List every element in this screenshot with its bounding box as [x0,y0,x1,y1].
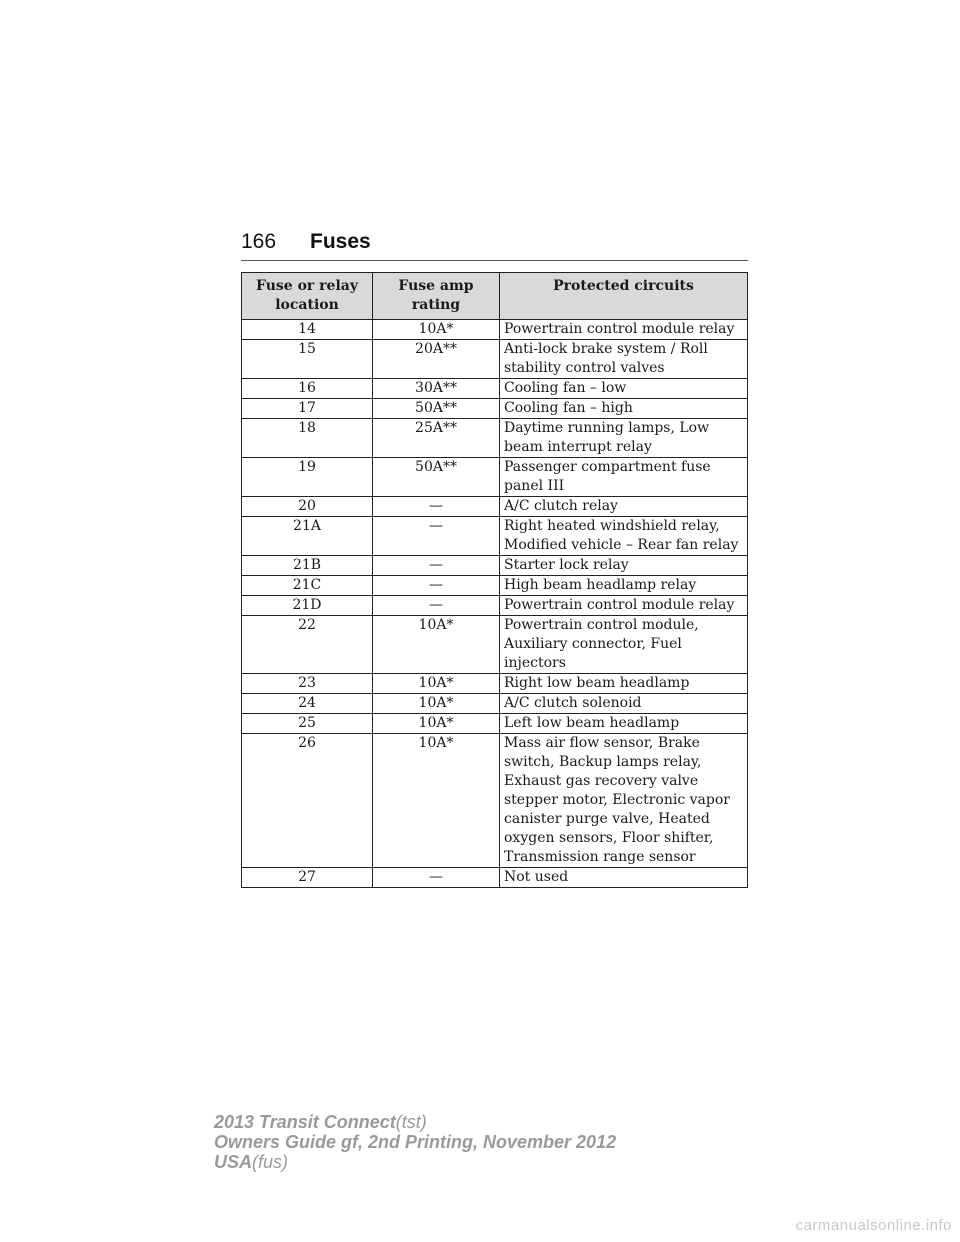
cell-rating: 10A* [373,694,500,714]
table-row [242,694,748,714]
fuse-table [241,272,748,888]
page-number: 166 [241,230,277,253]
table-row [242,734,748,868]
cell-rating: — [373,556,500,576]
cell-circuits: Powertrain control module relay [500,320,748,340]
cell-rating: 30A** [373,379,500,399]
cell-location: 26 [242,734,373,868]
cell-location: 17 [242,399,373,419]
cell-location: 24 [242,694,373,714]
cell-circuits: Left low beam headlamp [500,714,748,734]
cell-location: 14 [242,320,373,340]
table-header-row [242,273,748,320]
cell-rating: 50A** [373,458,500,497]
cell-circuits: Mass air flow sensor, Brake switch, Backup lamps relay, Exhaust gas recovery valve stepper motor, Electronic vapor canister purge valve, Heated oxygen sensors, Floor shifter, Transmission range sensor [500,734,748,868]
cell-circuits: Daytime running lamps, Low beam interrupt relay [500,419,748,458]
cell-circuits: A/C clutch solenoid [500,694,748,714]
cell-circuits: Right low beam headlamp [500,674,748,694]
cell-rating: 25A** [373,419,500,458]
cell-circuits: Not used [500,868,748,888]
footer-region: USA [214,1152,253,1172]
footer-line-region [214,1152,616,1172]
cell-rating: 10A* [373,320,500,340]
table-row [242,517,748,556]
footer-model-code: (tst) [395,1112,427,1132]
section-title: Fuses [310,230,371,253]
table-row [242,596,748,616]
table-row [242,674,748,694]
cell-rating: — [373,596,500,616]
cell-location: 25 [242,714,373,734]
cell-location: 21B [242,556,373,576]
cell-location: 23 [242,674,373,694]
cell-circuits: Passenger compartment fuse panel III [500,458,748,497]
cell-rating: 10A* [373,714,500,734]
footer-line-model [214,1112,616,1132]
cell-location: 20 [242,497,373,517]
page-header [241,230,748,261]
cell-location: 21D [242,596,373,616]
column-header-circuits: Protected circuits [500,273,748,320]
cell-circuits: Right heated windshield relay, Modified vehicle – Rear fan relay [500,517,748,556]
cell-circuits: Cooling fan – high [500,399,748,419]
cell-location: 16 [242,379,373,399]
cell-rating: — [373,868,500,888]
cell-rating: — [373,576,500,596]
cell-circuits: Cooling fan – low [500,379,748,399]
table-row [242,458,748,497]
cell-circuits: Starter lock relay [500,556,748,576]
column-header-rating: Fuse amp rating [373,273,500,320]
cell-location: 21A [242,517,373,556]
footer-printing-info: Owners Guide gf, 2nd Printing, November 2012 [214,1132,617,1152]
table-row [242,714,748,734]
cell-rating: 50A** [373,399,500,419]
cell-location: 22 [242,616,373,674]
table-row [242,616,748,674]
cell-circuits: High beam headlamp relay [500,576,748,596]
table-row [242,419,748,458]
table-row [242,868,748,888]
cell-rating: 10A* [373,674,500,694]
cell-rating: 10A* [373,734,500,868]
document-footer [214,1112,616,1172]
table-row [242,379,748,399]
table-body [242,320,748,888]
footer-region-code: (fus) [252,1152,289,1172]
table-row [242,320,748,340]
cell-location: 15 [242,340,373,379]
cell-rating: 20A** [373,340,500,379]
cell-location: 19 [242,458,373,497]
footer-model-name: 2013 Transit Connect [214,1112,396,1132]
cell-location: 27 [242,868,373,888]
table-row [242,556,748,576]
footer-line-printing [214,1132,616,1152]
cell-rating: 10A* [373,616,500,674]
table-row [242,576,748,596]
cell-circuits: Powertrain control module, Auxiliary connector, Fuel injectors [500,616,748,674]
cell-rating: — [373,497,500,517]
cell-location: 18 [242,419,373,458]
table-row [242,497,748,517]
site-watermark: carmanualsonline.info [795,1217,952,1234]
column-header-location: Fuse or relay location [242,273,373,320]
table-row [242,340,748,379]
cell-circuits: Powertrain control module relay [500,596,748,616]
cell-circuits: A/C clutch relay [500,497,748,517]
cell-circuits: Anti-lock brake system / Roll stability control valves [500,340,748,379]
table-row [242,399,748,419]
cell-location: 21C [242,576,373,596]
cell-rating: — [373,517,500,556]
